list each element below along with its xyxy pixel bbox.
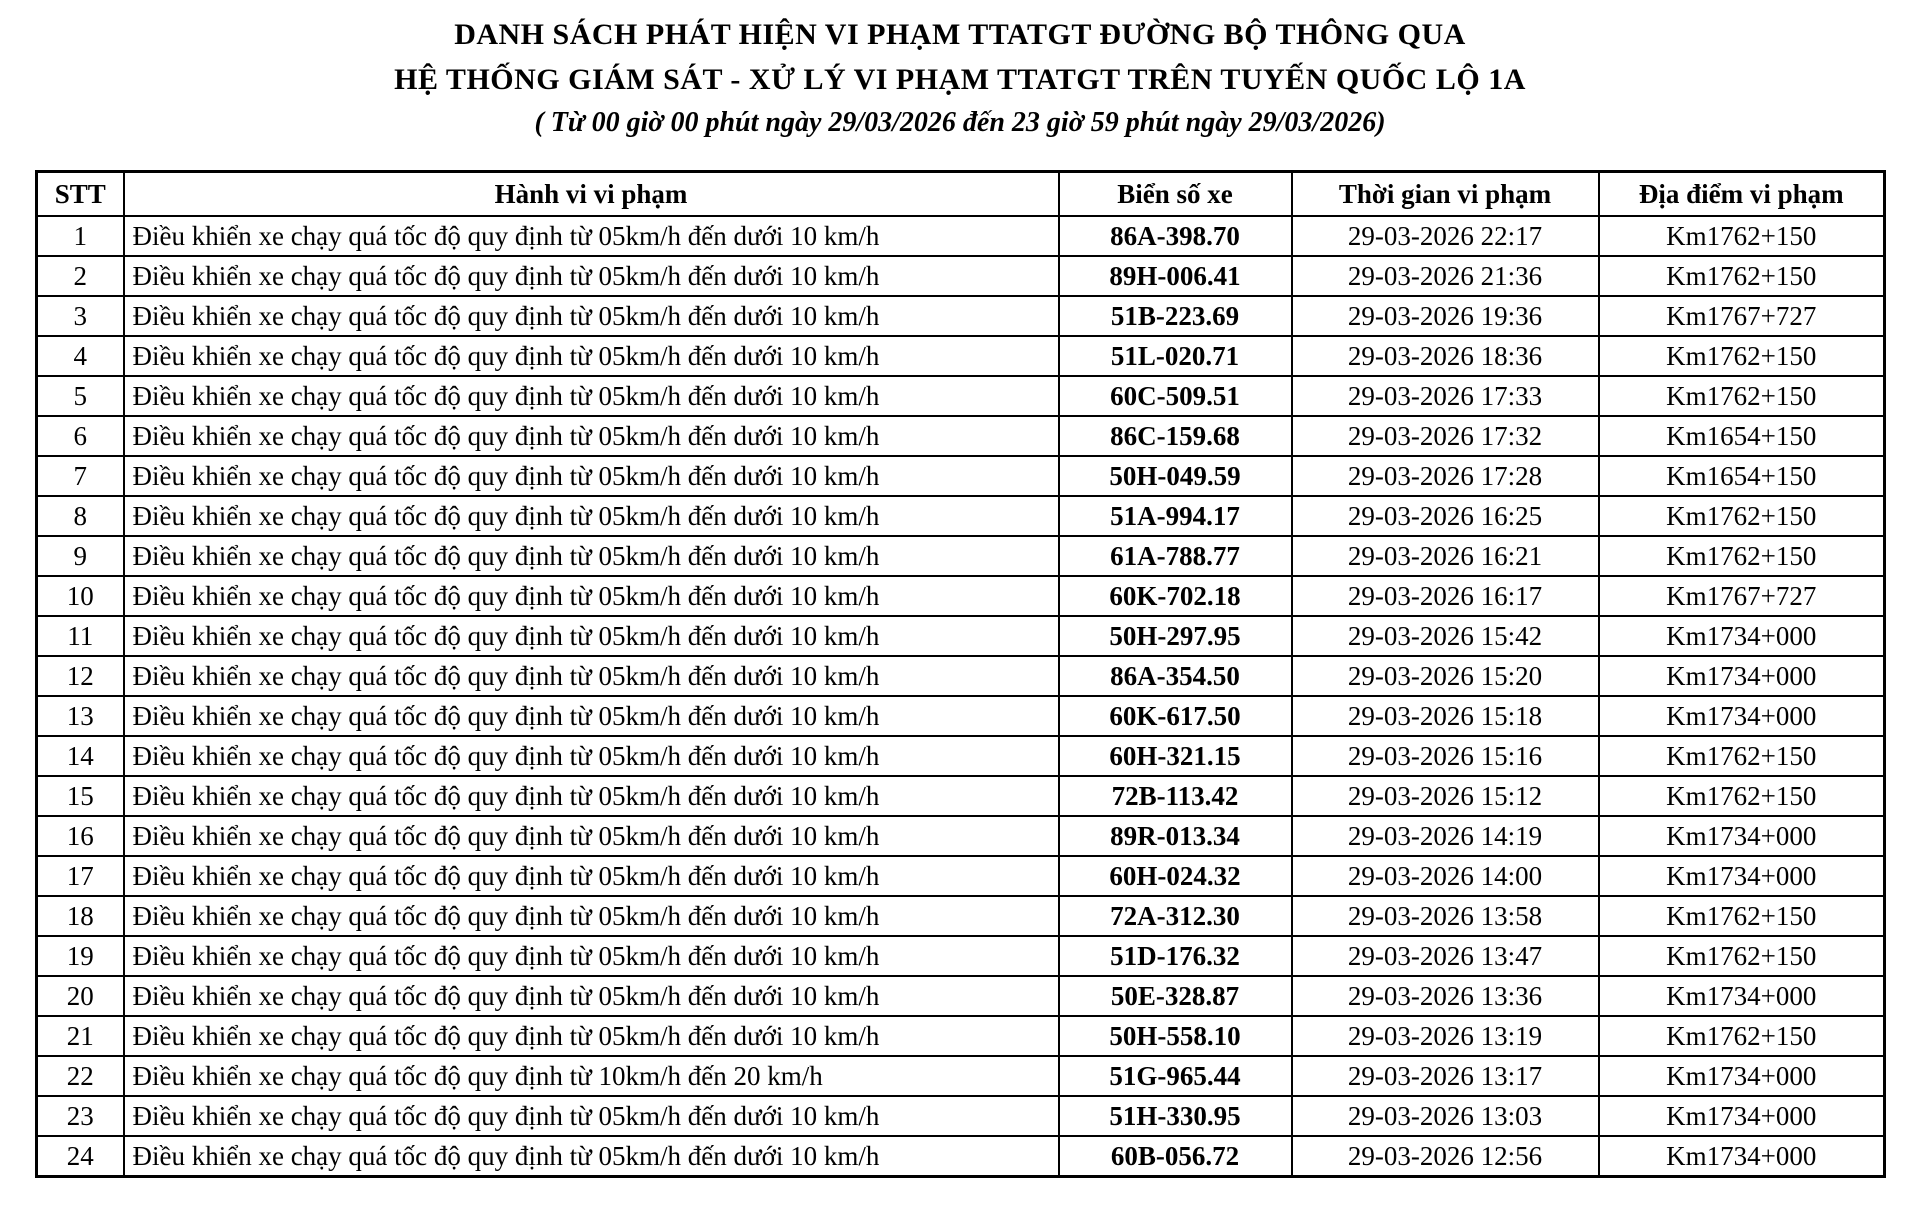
- cell-time: 29-03-2026 17:33: [1292, 376, 1599, 416]
- cell-location: Km1762+150: [1599, 256, 1885, 296]
- table-row: [37, 856, 1885, 896]
- cell-stt: 22: [37, 1056, 124, 1096]
- cell-plate: 60C-509.51: [1059, 376, 1292, 416]
- col-header-violation: Hành vi vi phạm: [124, 172, 1059, 217]
- cell-violation: Điều khiển xe chạy quá tốc độ quy định từ 05km/h đến dưới 10 km/h: [124, 336, 1059, 376]
- col-header-time: Thời gian vi phạm: [1292, 172, 1599, 217]
- table-row: [37, 336, 1885, 376]
- table-row: [37, 776, 1885, 816]
- cell-location: Km1734+000: [1599, 1056, 1885, 1096]
- table-row: [37, 736, 1885, 776]
- cell-time: 29-03-2026 14:19: [1292, 816, 1599, 856]
- cell-stt: 4: [37, 336, 124, 376]
- cell-plate: 86C-159.68: [1059, 416, 1292, 456]
- cell-location: Km1734+000: [1599, 696, 1885, 736]
- cell-plate: 50H-297.95: [1059, 616, 1292, 656]
- cell-location: Km1767+727: [1599, 296, 1885, 336]
- cell-plate: 86A-398.70: [1059, 216, 1292, 256]
- cell-time: 29-03-2026 12:56: [1292, 1136, 1599, 1177]
- cell-plate: 89H-006.41: [1059, 256, 1292, 296]
- cell-time: 29-03-2026 13:03: [1292, 1096, 1599, 1136]
- cell-stt: 5: [37, 376, 124, 416]
- violations-table: [35, 170, 1886, 1178]
- cell-plate: 89R-013.34: [1059, 816, 1292, 856]
- cell-violation: Điều khiển xe chạy quá tốc độ quy định từ 05km/h đến dưới 10 km/h: [124, 376, 1059, 416]
- cell-violation: Điều khiển xe chạy quá tốc độ quy định từ 05km/h đến dưới 10 km/h: [124, 256, 1059, 296]
- document-title-line2: HỆ THỐNG GIÁM SÁT - XỬ LÝ VI PHẠM TTATGT TRÊN TUYẾN QUỐC LỘ 1A: [394, 63, 1526, 96]
- cell-time: 29-03-2026 14:00: [1292, 856, 1599, 896]
- cell-plate: 60H-321.15: [1059, 736, 1292, 776]
- cell-stt: 15: [37, 776, 124, 816]
- cell-location: Km1734+000: [1599, 1096, 1885, 1136]
- table-row: [37, 576, 1885, 616]
- cell-time: 29-03-2026 22:17: [1292, 216, 1599, 256]
- cell-stt: 8: [37, 496, 124, 536]
- cell-time: 29-03-2026 16:21: [1292, 536, 1599, 576]
- cell-stt: 9: [37, 536, 124, 576]
- cell-time: 29-03-2026 16:25: [1292, 496, 1599, 536]
- cell-violation: Điều khiển xe chạy quá tốc độ quy định từ 05km/h đến dưới 10 km/h: [124, 736, 1059, 776]
- cell-location: Km1762+150: [1599, 936, 1885, 976]
- document-date-range: ( Từ 00 giờ 00 phút ngày 29/03/2026 đến 23 giờ 59 phút ngày 29/03/2026): [534, 107, 1386, 138]
- cell-location: Km1767+727: [1599, 576, 1885, 616]
- cell-time: 29-03-2026 15:18: [1292, 696, 1599, 736]
- cell-location: Km1762+150: [1599, 336, 1885, 376]
- cell-plate: 60H-024.32: [1059, 856, 1292, 896]
- cell-time: 29-03-2026 13:17: [1292, 1056, 1599, 1096]
- cell-location: Km1762+150: [1599, 536, 1885, 576]
- cell-plate: 72B-113.42: [1059, 776, 1292, 816]
- cell-time: 29-03-2026 16:17: [1292, 576, 1599, 616]
- cell-stt: 3: [37, 296, 124, 336]
- cell-plate: 51A-994.17: [1059, 496, 1292, 536]
- cell-violation: Điều khiển xe chạy quá tốc độ quy định từ 05km/h đến dưới 10 km/h: [124, 496, 1059, 536]
- cell-stt: 23: [37, 1096, 124, 1136]
- cell-violation: Điều khiển xe chạy quá tốc độ quy định từ 05km/h đến dưới 10 km/h: [124, 456, 1059, 496]
- cell-stt: 6: [37, 416, 124, 456]
- cell-stt: 20: [37, 976, 124, 1016]
- cell-stt: 2: [37, 256, 124, 296]
- col-header-location: Địa điểm vi phạm: [1599, 172, 1885, 217]
- cell-plate: 72A-312.30: [1059, 896, 1292, 936]
- cell-location: Km1762+150: [1599, 736, 1885, 776]
- table-row: [37, 536, 1885, 576]
- cell-violation: Điều khiển xe chạy quá tốc độ quy định từ 05km/h đến dưới 10 km/h: [124, 776, 1059, 816]
- cell-location: Km1734+000: [1599, 976, 1885, 1016]
- cell-plate: 60K-617.50: [1059, 696, 1292, 736]
- cell-time: 29-03-2026 15:42: [1292, 616, 1599, 656]
- cell-stt: 10: [37, 576, 124, 616]
- table-row: [37, 456, 1885, 496]
- cell-plate: 60K-702.18: [1059, 576, 1292, 616]
- col-header-stt: STT: [37, 172, 124, 217]
- cell-plate: 61A-788.77: [1059, 536, 1292, 576]
- cell-time: 29-03-2026 21:36: [1292, 256, 1599, 296]
- cell-plate: 50H-558.10: [1059, 1016, 1292, 1056]
- cell-location: Km1734+000: [1599, 856, 1885, 896]
- cell-violation: Điều khiển xe chạy quá tốc độ quy định từ 05km/h đến dưới 10 km/h: [124, 816, 1059, 856]
- cell-location: Km1734+000: [1599, 1136, 1885, 1177]
- cell-violation: Điều khiển xe chạy quá tốc độ quy định từ 05km/h đến dưới 10 km/h: [124, 856, 1059, 896]
- cell-stt: 16: [37, 816, 124, 856]
- cell-time: 29-03-2026 19:36: [1292, 296, 1599, 336]
- cell-violation: Điều khiển xe chạy quá tốc độ quy định từ 05km/h đến dưới 10 km/h: [124, 976, 1059, 1016]
- cell-location: Km1734+000: [1599, 616, 1885, 656]
- document-header: [0, 0, 1920, 144]
- cell-stt: 7: [37, 456, 124, 496]
- cell-time: 29-03-2026 17:28: [1292, 456, 1599, 496]
- cell-violation: Điều khiển xe chạy quá tốc độ quy định từ 10km/h đến 20 km/h: [124, 1056, 1059, 1096]
- cell-time: 29-03-2026 15:20: [1292, 656, 1599, 696]
- table-row: [37, 1136, 1885, 1177]
- cell-violation: Điều khiển xe chạy quá tốc độ quy định từ 05km/h đến dưới 10 km/h: [124, 536, 1059, 576]
- cell-violation: Điều khiển xe chạy quá tốc độ quy định từ 05km/h đến dưới 10 km/h: [124, 616, 1059, 656]
- cell-violation: Điều khiển xe chạy quá tốc độ quy định từ 05km/h đến dưới 10 km/h: [124, 936, 1059, 976]
- cell-violation: Điều khiển xe chạy quá tốc độ quy định từ 05km/h đến dưới 10 km/h: [124, 416, 1059, 456]
- table-row: [37, 816, 1885, 856]
- cell-stt: 12: [37, 656, 124, 696]
- cell-plate: 51D-176.32: [1059, 936, 1292, 976]
- table-row: [37, 416, 1885, 456]
- cell-stt: 13: [37, 696, 124, 736]
- cell-time: 29-03-2026 17:32: [1292, 416, 1599, 456]
- cell-stt: 1: [37, 216, 124, 256]
- cell-location: Km1762+150: [1599, 496, 1885, 536]
- cell-violation: Điều khiển xe chạy quá tốc độ quy định từ 05km/h đến dưới 10 km/h: [124, 216, 1059, 256]
- cell-stt: 21: [37, 1016, 124, 1056]
- cell-stt: 14: [37, 736, 124, 776]
- cell-plate: 51B-223.69: [1059, 296, 1292, 336]
- cell-time: 29-03-2026 13:47: [1292, 936, 1599, 976]
- table-row: [37, 896, 1885, 936]
- cell-time: 29-03-2026 13:58: [1292, 896, 1599, 936]
- cell-location: Km1762+150: [1599, 1016, 1885, 1056]
- cell-plate: 86A-354.50: [1059, 656, 1292, 696]
- table-row: [37, 256, 1885, 296]
- table-row: [37, 1016, 1885, 1056]
- table-row: [37, 496, 1885, 536]
- cell-location: Km1654+150: [1599, 416, 1885, 456]
- table-row: [37, 376, 1885, 416]
- cell-stt: 18: [37, 896, 124, 936]
- table-row: [37, 1096, 1885, 1136]
- header-row: [37, 172, 1885, 217]
- cell-stt: 11: [37, 616, 124, 656]
- cell-time: 29-03-2026 13:19: [1292, 1016, 1599, 1056]
- cell-location: Km1734+000: [1599, 816, 1885, 856]
- cell-violation: Điều khiển xe chạy quá tốc độ quy định từ 05km/h đến dưới 10 km/h: [124, 1136, 1059, 1177]
- cell-plate: 51G-965.44: [1059, 1056, 1292, 1096]
- cell-stt: 17: [37, 856, 124, 896]
- table-row: [37, 216, 1885, 256]
- table-row: [37, 976, 1885, 1016]
- cell-violation: Điều khiển xe chạy quá tốc độ quy định từ 05km/h đến dưới 10 km/h: [124, 696, 1059, 736]
- cell-violation: Điều khiển xe chạy quá tốc độ quy định từ 05km/h đến dưới 10 km/h: [124, 296, 1059, 336]
- cell-violation: Điều khiển xe chạy quá tốc độ quy định từ 05km/h đến dưới 10 km/h: [124, 576, 1059, 616]
- violations-table-body: [37, 216, 1885, 1177]
- table-row: [37, 296, 1885, 336]
- cell-location: Km1654+150: [1599, 456, 1885, 496]
- col-header-plate: Biển số xe: [1059, 172, 1292, 217]
- violations-table-header: [37, 172, 1885, 217]
- cell-plate: 50H-049.59: [1059, 456, 1292, 496]
- cell-location: Km1762+150: [1599, 776, 1885, 816]
- cell-location: Km1762+150: [1599, 376, 1885, 416]
- table-row: [37, 616, 1885, 656]
- cell-time: 29-03-2026 13:36: [1292, 976, 1599, 1016]
- cell-plate: 50E-328.87: [1059, 976, 1292, 1016]
- cell-violation: Điều khiển xe chạy quá tốc độ quy định từ 05km/h đến dưới 10 km/h: [124, 1016, 1059, 1056]
- cell-violation: Điều khiển xe chạy quá tốc độ quy định từ 05km/h đến dưới 10 km/h: [124, 656, 1059, 696]
- cell-plate: 51L-020.71: [1059, 336, 1292, 376]
- table-row: [37, 1056, 1885, 1096]
- cell-time: 29-03-2026 15:12: [1292, 776, 1599, 816]
- cell-time: 29-03-2026 15:16: [1292, 736, 1599, 776]
- cell-location: Km1762+150: [1599, 216, 1885, 256]
- cell-plate: 60B-056.72: [1059, 1136, 1292, 1177]
- table-row: [37, 696, 1885, 736]
- cell-time: 29-03-2026 18:36: [1292, 336, 1599, 376]
- cell-location: Km1734+000: [1599, 656, 1885, 696]
- table-row: [37, 656, 1885, 696]
- cell-violation: Điều khiển xe chạy quá tốc độ quy định từ 05km/h đến dưới 10 km/h: [124, 896, 1059, 936]
- cell-stt: 24: [37, 1136, 124, 1177]
- cell-location: Km1762+150: [1599, 896, 1885, 936]
- document-title-line1: DANH SÁCH PHÁT HIỆN VI PHẠM TTATGT ĐƯỜNG BỘ THÔNG QUA: [454, 18, 1466, 51]
- cell-stt: 19: [37, 936, 124, 976]
- cell-violation: Điều khiển xe chạy quá tốc độ quy định từ 05km/h đến dưới 10 km/h: [124, 1096, 1059, 1136]
- table-row: [37, 936, 1885, 976]
- cell-plate: 51H-330.95: [1059, 1096, 1292, 1136]
